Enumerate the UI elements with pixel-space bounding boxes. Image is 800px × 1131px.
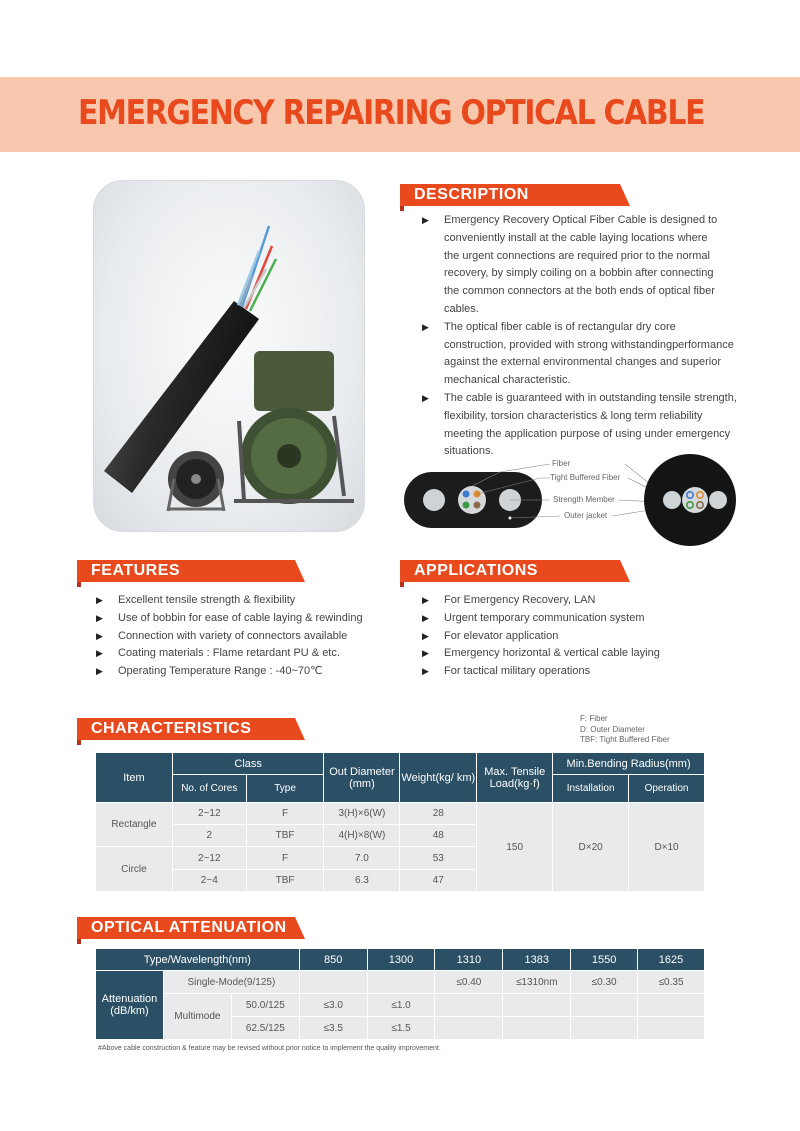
note-tbf: TBF: Tight Buffered Fiber <box>580 735 670 744</box>
application-item: ▶ For elevator application <box>422 628 742 646</box>
cell: ≤3.5 <box>299 1017 367 1040</box>
th-wavelength: 1310 <box>435 949 503 971</box>
th-wavelength: 1300 <box>367 949 435 971</box>
cell-operation: D×10 <box>629 803 705 892</box>
cell: ≤0.30 <box>571 971 638 994</box>
product-photo <box>93 180 365 532</box>
th-cores: No. of Cores <box>172 775 246 803</box>
th-wavelength: 1550 <box>571 949 638 971</box>
cell: 3(H)×6(W) <box>324 803 400 825</box>
cell-single-mode: Single-Mode(9/125) <box>163 971 299 994</box>
diagram-label-jacket: Outer jacket <box>564 511 608 520</box>
diagram-label-fiber: Fiber <box>552 459 571 468</box>
th-bending: Min.Bending Radius(mm) <box>553 753 705 775</box>
features-header: FEATURES <box>77 560 305 585</box>
cell <box>367 971 435 994</box>
cell <box>503 1017 571 1040</box>
feature-item: ▶ Coating materials : Flame retardant PU & etc. <box>96 645 396 663</box>
cell-item-rectangle: Rectangle <box>96 803 173 847</box>
cell: 4(H)×8(W) <box>324 825 400 847</box>
cell: 48 <box>400 825 477 847</box>
feature-item: ▶ Operating Temperature Range : -40~70℃ <box>96 663 396 681</box>
cell-attenuation-label: Attenuation (dB/km) <box>96 971 164 1040</box>
note-d: D: Outer Diameter <box>580 724 645 734</box>
cell <box>299 971 367 994</box>
cell: 2~12 <box>172 803 246 825</box>
cell: 2~12 <box>172 847 246 870</box>
cell: 47 <box>400 870 477 892</box>
description-item: ▶ The cable is guaranteed with in outstanding tensile strength, flexibility, torsion characteristics & long term reliability meeting the application purpose of using under emergency situations. <box>422 390 752 461</box>
feature-item: ▶ Excellent tensile strength & flexibility <box>96 592 396 610</box>
cell <box>638 1017 705 1040</box>
cell: ≤0.40 <box>435 971 503 994</box>
features-list <box>96 592 396 681</box>
cell: 6.3 <box>324 870 400 892</box>
abbreviation-notes <box>580 714 670 746</box>
cell <box>435 994 503 1017</box>
diagram-label-tbf: Tight Buffered Fiber <box>550 473 621 482</box>
cell: 2~4 <box>172 870 246 892</box>
th-wavelength: 1625 <box>638 949 705 971</box>
th-out-diameter: Out Diameter (mm) <box>324 753 400 803</box>
attenuation-table <box>95 948 705 1040</box>
description-item: ▶ The optical fiber cable is of rectangular dry core construction, provided with strong withstandingperformance against the external environmental changes and superior mechanical characteristic. <box>422 319 752 390</box>
feature-item: ▶ Connection with variety of connectors available <box>96 628 396 646</box>
application-item: ▶ Emergency horizontal & vertical cable laying <box>422 645 742 663</box>
th-operation: Operation <box>629 775 705 803</box>
feature-item: ▶ Use of bobbin for ease of cable laying & rewinding <box>96 610 396 628</box>
description-header: DESCRIPTION <box>400 184 630 209</box>
cell: ≤0.35 <box>638 971 705 994</box>
cell: TBF <box>246 870 324 892</box>
description-item: ▶ Emergency Recovery Optical Fiber Cable is designed to conveniently install at the cable laying locations where the urgent connections are required prior to the normal recovery, by simply coiling on a bobbin after connecting the common connectors at the both ends of optical fiber cables. <box>422 212 752 319</box>
footnote: #Above cable construction & feature may be revised without prior notice to implement the quality improvement. <box>98 1045 441 1052</box>
characteristics-table <box>95 752 705 892</box>
application-item: ▶ For Emergency Recovery, LAN <box>422 592 742 610</box>
cable-cross-section-diagram <box>400 450 740 550</box>
title-band <box>0 77 800 152</box>
cell: ≤1.0 <box>367 994 435 1017</box>
cell: 50.0/125 <box>231 994 299 1017</box>
cell: 7.0 <box>324 847 400 870</box>
cell: ≤1310nm <box>503 971 571 994</box>
cable-photo-illustration <box>94 181 365 532</box>
cell-installation: D×20 <box>553 803 629 892</box>
cell: 28 <box>400 803 477 825</box>
note-f: F: Fiber <box>580 714 608 723</box>
table-row <box>96 803 705 825</box>
cell <box>503 994 571 1017</box>
applications-header: APPLICATIONS <box>400 560 630 585</box>
cell <box>435 1017 503 1040</box>
cell: F <box>246 803 324 825</box>
table-row <box>96 971 705 994</box>
cell <box>638 994 705 1017</box>
cell: TBF <box>246 825 324 847</box>
cell <box>571 1017 638 1040</box>
cell: F <box>246 847 324 870</box>
cell: 62.5/125 <box>231 1017 299 1040</box>
cell: ≤3.0 <box>299 994 367 1017</box>
th-type-wavelength: Type/Wavelength(nm) <box>96 949 300 971</box>
th-tensile: Max. Tensile Load(kg·f) <box>477 753 553 803</box>
application-item: ▶ For tactical military operations <box>422 663 742 681</box>
table-row <box>96 994 705 1017</box>
th-class: Class <box>172 753 324 775</box>
th-weight: Weight(kg/ km) <box>400 753 477 803</box>
optical-attenuation-header: OPTICAL ATTENUATION <box>77 917 305 942</box>
cell: 2 <box>172 825 246 847</box>
cell: 53 <box>400 847 477 870</box>
cell <box>571 994 638 1017</box>
th-type: Type <box>246 775 324 803</box>
th-installation: Installation <box>553 775 629 803</box>
description-list <box>422 212 752 461</box>
th-wavelength: 1383 <box>503 949 571 971</box>
applications-list <box>422 592 742 681</box>
diagram-label-strength: Strength Member <box>553 495 615 504</box>
characteristics-header: CHARACTERISTICS <box>77 718 305 743</box>
cell: ≤1.5 <box>367 1017 435 1040</box>
cell-item-circle: Circle <box>96 847 173 892</box>
application-item: ▶ Urgent temporary communication system <box>422 610 742 628</box>
th-item: Item <box>96 753 173 803</box>
th-wavelength: 850 <box>299 949 367 971</box>
cell-tensile: 150 <box>477 803 553 892</box>
cell-multimode: Multimode <box>163 994 231 1040</box>
page-title: EMERGENCY REPAIRING OPTICAL CABLE <box>78 93 705 133</box>
